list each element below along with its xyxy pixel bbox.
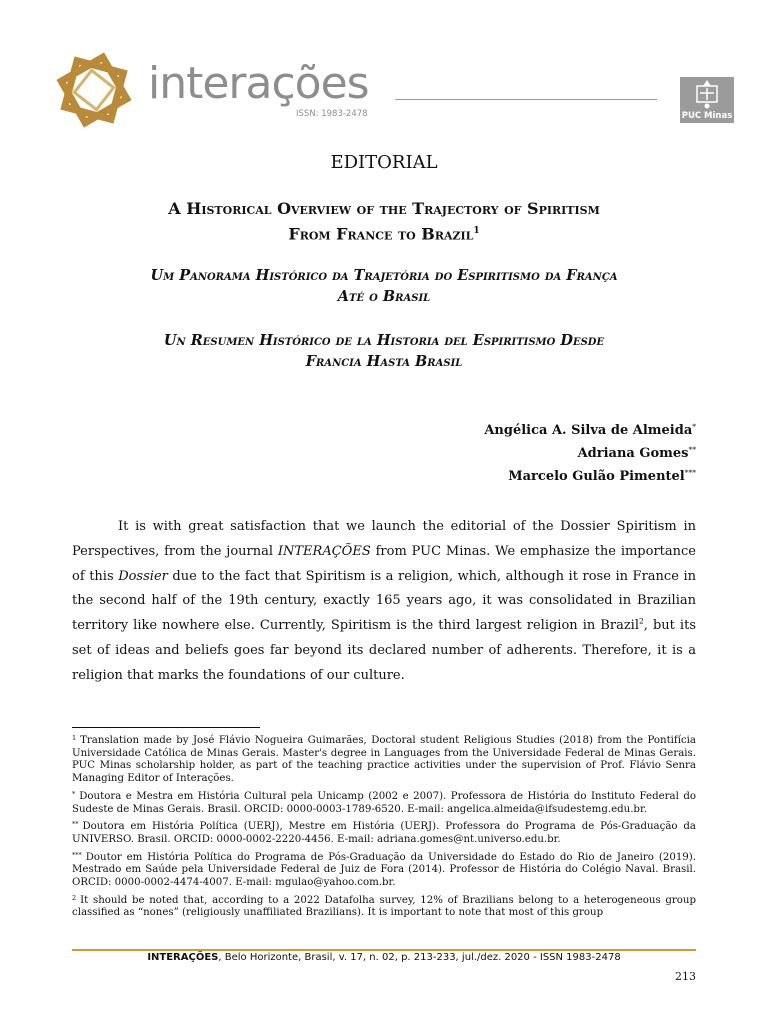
author-mark: * (692, 422, 696, 431)
footnote (72, 892, 696, 920)
footnote-text: Doutora em História Política (UERJ), Mestre em História (UERJ). Professora do Programa de Pós-Graduação da UNIVERSO. Brasil. ORCID: 0000-0002-2220-4456. E-mail: adriana.gomes@nt.universo.edu.br. (72, 821, 696, 845)
footnotes (72, 732, 696, 922)
author-line (484, 417, 696, 440)
footnote (72, 788, 696, 816)
author-name: Adriana Gomes (577, 446, 689, 461)
footnote-text: Doutor em História Política do Programa de Pós-Graduação da Universidade do Estado do Rio de Janeiro (2019). Mestrado em Saúde pela Universidade Federal de Juiz de Fora (2014). Professor de História do Colégio Naval. Brasil. ORCID: 0000-0002-4474-4007. E-mail: mgulao@yahoo.com.br. (72, 851, 696, 889)
body-text-a: It is with great satisfaction that we launch the editorial of the Dossier Spiritism in Perspectives, from the journal (72, 519, 696, 559)
title-english (72, 198, 696, 245)
footnote (72, 818, 696, 846)
puc-minas-label: PUC Minas (681, 111, 733, 121)
dossier-italic: Dossier (118, 568, 168, 584)
footnote-mark: * (72, 789, 76, 798)
footnote-mark: 1 (72, 734, 77, 742)
author-name: Angélica A. Silva de Almeida (484, 423, 693, 438)
author-mark: ** (688, 445, 696, 454)
footnote-text: Translation made by José Flávio Nogueira Guimarães, Doctoral student Religious Studies (2018) from the Pontifícia Universidade Católica de Minas Gerais. Master's degree in Languages from the Universidade Federal de Minas Gerais. PUC Minas scholarship holder, as part of the teaching practice activities under the supervision of Prof. Flávio Senra Managing Editor of Interações. (72, 735, 696, 785)
footnote-mark: ** (72, 820, 79, 829)
title-spanish-line1: Un Resumen Histórico de la Historia del Espiritismo Desde (163, 332, 605, 349)
footer-divider (72, 949, 696, 951)
puc-minas-logo (680, 77, 734, 123)
page-number: 213 (675, 970, 696, 983)
author-line (484, 463, 696, 486)
interacoes-logo-mark (50, 40, 138, 142)
footer-citation (72, 952, 696, 963)
body-paragraph (72, 515, 696, 689)
title-portuguese-line2: Até o Brasil (337, 288, 431, 305)
journal-brand-name: interações (148, 58, 369, 109)
body-text-b: from PUC Minas. We emphasize the importance of this (72, 543, 696, 584)
footer-journal: INTERAÇÕES (147, 952, 219, 963)
footnote-divider (72, 727, 260, 728)
journal-issn: ISSN: 1983-2478 (296, 109, 368, 119)
footer-details: , Belo Horizonte, Brasil, v. 17, n. 02, p. 213-233, jul./dez. 2020 - ISSN 1983-2478 (218, 952, 621, 963)
title-english-line1: A Historical Overview of the Trajectory of Spiritism (168, 199, 600, 218)
author-line (484, 440, 696, 463)
journal-name-italic: INTERAÇÕES (277, 543, 371, 559)
body-footnote-mark: 2 (638, 616, 644, 626)
title-english-line2-wrap (72, 220, 696, 245)
title-footnote-mark: 1 (473, 226, 480, 236)
title-spanish (72, 330, 696, 372)
title-portuguese (72, 265, 696, 307)
title-spanish-line2: Francia Hasta Brasil (305, 353, 463, 370)
header-divider (395, 99, 657, 100)
title-english-line2: From France to Brazil (288, 224, 474, 244)
footnote (72, 849, 696, 890)
footnote (72, 732, 696, 786)
author-mark: *** (684, 468, 696, 477)
body-text-d: , but its set of ideas and beliefs goes far beyond its declared number of adherents. Therefore, it is a religion that marks the foundations of our culture. (72, 618, 696, 683)
footnote-text: Doutora e Mestra em História Cultural pela Unicamp (2002 e 2007). Professora de História do Instituto Federal do Sudeste de Minas Gerais. Brasil. ORCID: 0000-0003-1789-6520. E-mail: angelica.almeida@ifsudestemg.edu.br. (72, 790, 696, 815)
author-name: Marcelo Gulão Pimentel (508, 469, 685, 484)
footnote-mark: 2 (72, 893, 77, 902)
section-label: EDITORIAL (330, 152, 438, 173)
footnote-mark: *** (72, 850, 82, 859)
footnote-text: It should be noted that, according to a 2022 Datafolha survey, 12% of Brazilians belong to a heterogeneous group classified as “nones” (religiously unaffiliated Brazilians). It is important to note that most of this group (72, 894, 696, 919)
title-portuguese-line1: Um Panorama Histórico da Trajetória do Espiritismo da França (150, 267, 618, 284)
star-logo-icon (50, 40, 138, 142)
body-text-c: due to the fact that Spiritism is a religion, which, although it rose in France in the second half of the 19th century, exactly 165 years ago, it was consolidated in Brazilian territory like nowhere else. Currently, Spiritism is the third largest religion in Brazil (72, 568, 696, 634)
crest-icon (694, 80, 720, 110)
author-list (484, 417, 696, 486)
